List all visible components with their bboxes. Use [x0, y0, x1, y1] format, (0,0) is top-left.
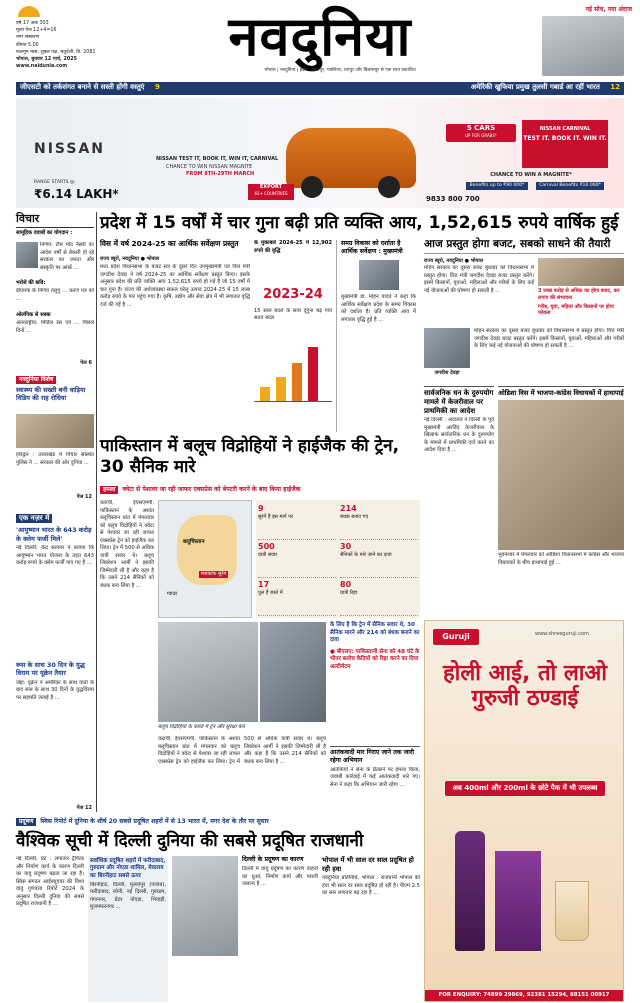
lead-byline: राज्य ब्यूरो, नवदुनिया ● भोपाल: [100, 256, 160, 262]
sun-logo: [18, 6, 40, 17]
bhopal-body: नवदुनिया प्रतिनिधि, भोपाल : राजधानी भोपाल की हवा भी साल दर साल प्रदूषित हो रही है। पीएम 2.5 का स्तर लगातार बढ़ रहा है ...: [322, 875, 420, 897]
budget-byline: राज्य ब्यूरो, नवदुनिया ● भोपाल: [424, 258, 484, 264]
teaser-strip: [16, 82, 624, 95]
masthead-logo: नवदुनिया: [228, 5, 412, 68]
nissan-headline: NISSAN TEST IT, BOOK IT, WIN IT, CARNIVAL: [156, 156, 279, 162]
vidhansabha-photo: [538, 258, 624, 286]
guruji-enquiry: FOR ENQUIRY: 74899 29869, 92381 15294, 88151 00917: [425, 990, 623, 1001]
budget-point-1: 3 लाख करोड़ से अधिक का होगा बजट, कर लगाए की संभावना: [538, 288, 620, 301]
stat-item: 17 पुल हैं रास्ते में: [258, 578, 336, 616]
pollution-label: प्रदूषण: [16, 818, 36, 826]
pakistan-body-cont: कराची, ईएसएमपी. पाकिस्तान के अशांत बलूचिस्तान प्रांत में मंगलवार को बलूच विद्रोहियों ने क्वेटा से पेशावर जा रही जाफर एक्सप्रेस ट्रेन को हाईजैक कर लिया। ट्रेन में 500 से अधिक यात्री सवार थे। बलूच लिबरेशन आर्मी ने इसकी जिम्मेदारी ली है और कहा है कि उसने 214 सैनिकों को बंधक बना लिया है ...: [158, 736, 326, 765]
blast-headline[interactable]: आतंकवादी मार गिराए जाने तक जारी रहेगा अभियान: [330, 749, 415, 764]
chance-text: CHANCE TO WIN A MAGNITE*: [490, 172, 572, 178]
bar-4: [308, 347, 318, 401]
odisha-headline[interactable]: ओडिशा विस में भाजपा-कांग्रेस विधायकों में हाथापाई: [498, 389, 624, 397]
devda-caption: जगदीश देवड़ा: [434, 370, 460, 376]
vishesh-section: [16, 376, 94, 506]
pollution-reason: [242, 856, 318, 1002]
pollution-headline[interactable]: वैश्विक सूची में दिल्ली दुनिया की सबसे प्रदूषित राजधानी: [16, 831, 364, 851]
bottle-image: [455, 831, 485, 951]
map-place-1: बलूचिस्तान: [183, 539, 205, 545]
vichar-item3-head[interactable]: ओलंपिक से सबक: [16, 312, 51, 318]
vichar-item3: अंतरराष्ट्रीय: मिडिल रेस एवं ... पिछले दिनों ...: [16, 320, 94, 334]
vichar-item1-head[interactable]: सामूहिक दवाबों का योगदान :: [16, 229, 73, 236]
nissan-logo: NISSAN: [34, 141, 106, 157]
stat-item: 9 सुरंगें हैं इस मार्ग पर: [258, 502, 336, 540]
map-place-3: मशकाफ सुरंग: [201, 571, 227, 577]
tulsi-gabbard-photo: [542, 16, 624, 76]
pakistan-kicker-label: हमला: [100, 486, 118, 494]
tagline: नई सोच, नया अंदाज: [585, 6, 632, 13]
pakistan-stats: [256, 500, 420, 618]
budget-headline[interactable]: आज प्रस्तुत होगा बजट, सबको साधने की तैयारी: [424, 238, 624, 254]
pollution-box-head: सर्वाधिक प्रदूषित शहरों में फरीदाबाद, गुरुग्राम और नोएडा शामिल, मेघालय का बिरनीहाट सबसे ऊपर: [90, 858, 166, 879]
pollution-reason-body: दिल्ली में वायु प्रदूषण का कारण वाहनों का धुआं, निर्माण कार्य और पराली जलाना है ...: [242, 866, 318, 888]
pollution-box: [88, 856, 168, 1002]
benefit-2: Carnival Benefits ₹10 000*: [536, 182, 604, 190]
vishesh-body: हरिद्वार : उत्तराखंड में विचार संस्थित पुलिस ने ... सरकार की ओर दुनिया ...: [16, 452, 94, 466]
cars-badge: 5 CARS UP FOR GRABS*: [446, 124, 516, 142]
pakistan-kicker-row: [100, 486, 420, 498]
ek-nazar-more[interactable]: पेज 12: [76, 805, 92, 812]
pollution-body: नई दिल्ली, प्रेट : लगातार ट्रैफिक और निर्माण कार्य के कारण दिल्ली का वायु प्रदूषण बढ़ता जा रहा है। स्विस संगठन आईक्यूएयर की विश्व वायु गुणवत्ता रिपोर्ट 2024 के अनुसार दिल्ली दुनिया की सबसे प्रदूषित राजधानी है ...: [16, 856, 84, 908]
pakistan-map: [158, 500, 252, 618]
bhopal-head[interactable]: भोपाल में भी साल दर साल प्रदूषित हो रही हवा: [322, 856, 414, 873]
pakistan-body: कराची, ईएसएमपी. पाकिस्तान के अशांत बलूचिस्तान प्रांत में मंगलवार को बलूच विद्रोहियों ने क्वेटा से पेशावर जा रही जाफर एक्सप्रेस ट्रेन को हाईजैक कर लिया। ट्रेन में 500 से अधिक यात्री सवार थे। बलूच लिबरेशन आर्मी ने इसकी जिम्मेदारी ली है और कहा है कि उसने 214 सैनिकों को बंधक बना लिया है ...: [100, 500, 154, 589]
stat-item: 30 सैनिकों के मारे जाने का दावा: [340, 540, 418, 578]
side-box-text: के लिए है कि ट्रेन में सैनिक सवार थे, 30 सैनिक मारने और 214 को बंधक बनाने का दावा: [330, 622, 420, 644]
kejriwal-story: [424, 386, 494, 616]
vichar-title: विचार: [16, 212, 94, 228]
budget-body: मोहन सरकार का दूसरा बजट बुधवार को विधानसभा में प्रस्तुत होगा। वित्त मंत्री जगदीश देवड़ा बजट प्रस्तुत करेंगे। इसमें किसानों, युवाओं, महिलाओं और गरीबों के लिए कई नई योजनाओं की घोषणा हो सकती है ...: [424, 265, 534, 294]
guruji-logo: Guruji: [433, 629, 479, 645]
masthead-meta: वर्ष 17 अंक 303 मूल्य पेज 12+4=16 नगर संस्करण कीमत 5.00 फाल्गुन मास, शुक्ल पक्ष, चतुर्दशी, वि. 2081 भोपाल, बुधवार 12 मार्च, 2025 www.naidunia.com: [16, 20, 131, 70]
cm-quote-head[interactable]: समग्र विकास को दर्शाता है आर्थिक सर्वेक्षण : मुख्यमंत्री: [341, 240, 403, 256]
devda-photo: [424, 328, 470, 368]
nissan-sub: CHANCE TO WIN NISSAN MAGNITE: [166, 164, 253, 170]
guruji-ad[interactable]: [424, 620, 624, 1002]
pakistan-photo-caption: बलूच विद्रोहियों के कब्जे में ट्रेन और सुरक्षा बल: [158, 724, 245, 730]
budget-body-cont: मोहन सरकार का दूसरा बजट बुधवार को विधानसभा में प्रस्तुत होगा। वित्त मंत्री जगदीश देवड़ा बजट प्रस्तुत करेंगे। इसमें किसानों, युवाओं, महिलाओं और गरीबों के लिए कई नई योजनाओं की घोषणा हो सकती है ...: [474, 328, 624, 350]
pakistan-kicker: क्वेटा से पेशावर जा रही जाफर एक्सप्रेस को बेपटरी करने के बाद किया हाईजैक: [122, 486, 301, 493]
odisha-photo: [498, 400, 624, 550]
vishesh-more[interactable]: पेज 12: [76, 494, 92, 500]
nissan-phone: 9833 800 700: [426, 195, 480, 203]
editions-line: भोपाल | नवदुनिया | इंदौर, जबलपुर, ग्वालियर, रायपुर और बिलासपुर से एक साथ प्रकाशित: [264, 68, 416, 73]
cm-photo: [359, 260, 399, 290]
cm-quote-body: मुख्यमंत्री डा. मोहन यादव ने कहा कि आर्थिक सर्वेक्षण प्रदेश के समग्र विकास को दर्शाता है। प्रति व्यक्ति आय में लगातार वृद्धि हुई है ...: [341, 294, 416, 323]
nissan-price-label: RANGE STARTS @: [34, 180, 75, 185]
lead-chart-note: 15 साल बदले के साथ दूगुना बढ़ गया सतत बदल: [254, 307, 332, 322]
vichar-section: [16, 212, 94, 370]
guruji-headline: होली आई, तो लाओ गुरुजी ठण्डाई: [443, 661, 607, 712]
columnist-photo: [16, 242, 38, 268]
kejriwal-body: नई दिल्ली : अदालत ने दिल्ली के पूर्व मुख्यमंत्री अरविंद केजरीवाल के खिलाफ सार्वजनिक धन के दुरुपयोग के मामले में प्राथमिकी दर्ज करने का आदेश दिया है ...: [424, 417, 494, 454]
odisha-caption: भुवनेश्वर में मंगलवार को ओडिशा विधानसभा में कांग्रेस और भाजपा विधायकों के बीच हाथापाई हुई ...: [498, 552, 624, 566]
smog-photo: [172, 856, 238, 956]
odisha-story: [498, 386, 624, 616]
left-column-rule: [96, 212, 97, 812]
lead-kicker: विस में वर्ष 2024-25 का आर्थिक सर्वेक्षण प्रस्तुत: [100, 239, 239, 248]
vishesh-photo: [16, 414, 94, 448]
budget-point-2: गरीब, युवा, महिला और किसानों पर होगा फोकस: [538, 303, 614, 317]
masthead: [0, 0, 640, 80]
stat-item: 214 बंधक बनाए गए: [340, 502, 418, 540]
lead-body: मध्य प्रदेश विधानसभा के बजट सत्र के दूसरे दिन उपमुख्यमंत्री एवं वित्त मंत्री जगदीश देवड़ा ने वर्ष 2024-25 का आर्थिक सर्वेक्षण प्रस्तुत किया। इसके अनुसार प्रदेश की प्रति व्यक्ति आय 1,52,615 रुपये हो गई है जो 15 वर्षों में चार गुना है। राज्य की अर्थव्यवस्था सकल घरेलू उत्पाद 2024-25 में 15 लाख करोड़ रुपये के पार पहुंच गया है। कृषि, उद्योग और सेवा क्षेत्र में भी लगातार वृद्धि दर्ज की गई है ...: [100, 264, 250, 308]
vichar-more[interactable]: पेज 6: [80, 360, 92, 366]
ek-nazar-item1: नई दिल्ली: केंद्र सरकार ने बताया कि आयुष्मान भारत योजना के तहत 643 करोड़ रुपये के क्लेम फर्जी पाए गए हैं ...: [16, 545, 94, 567]
lead-graphic: [254, 240, 332, 432]
pollution-reason-head: दिल्ली के प्रदूषण का कारण: [242, 856, 304, 863]
website[interactable]: www.naidunia.com: [16, 64, 68, 70]
ek-nazar-item2-head[interactable]: रूस के साथ 30 दिन के युद्ध विराम पर यूक्रेन तैयार: [16, 661, 85, 678]
ek-nazar-title: एक नज़र में: [16, 514, 52, 523]
vichar-item1: निर्णय: टीम मोद नैसरी का आदेश वर्षों से बेकारी हो रहे सरकार का जनता और संस्कृति पर आंखें ...: [40, 242, 94, 271]
lead-headline[interactable]: प्रदेश में 15 वर्षों में चार गुना बढ़ी प्रति व्यक्ति आय, 1,52,615 रुपये वार्षिक हुई: [100, 213, 619, 233]
blast-body: आतंकियों ने सेना के ठिकाने पर हमला किया, जवाबी कार्रवाई में कई आतंकवादी मारे गए। सेना ने कहा कि अभियान जारी रहेगा ...: [330, 766, 420, 788]
side-box-text-2: ● बीएलए: पाकिस्तानी सेना को 48 घंटे के भीतर बलोच कैदियों को रिहा करने का दिया अल्टीमेटम: [330, 648, 420, 670]
kejriwal-headline[interactable]: सार्वजनिक धन के दुरुपयोग मामले में केजरीवाल पर प्राथमिकी का आदेश: [424, 389, 494, 415]
guruji-site[interactable]: www.shreeguruji.com: [535, 631, 589, 637]
stat-item: 80 यात्री रिहा: [340, 578, 418, 616]
pollution-kicker: स्विस रिपोर्ट में दुनिया के शीर्ष 20 सबसे प्रदूषित शहरों में से 13 भारत में, मगर देश के तौर पर सुधार: [40, 818, 269, 825]
map-place-2: ग्वादर: [167, 591, 178, 597]
export-badge: EXPORT 65+ COUNTRIES: [248, 184, 294, 200]
stat-item: 500 यात्री सवार: [258, 540, 336, 578]
box-image: [495, 851, 541, 951]
ek-nazar-item1-head[interactable]: 'आयुष्मान भारत के 643 करोड़ के क्लेम फर्जी मिले': [16, 526, 92, 543]
vishesh-head[interactable]: स्वास्थ्य की सख्ती बनी वाड़िया विडिय की राह रोधिया: [16, 386, 86, 403]
pakistan-side-box: [330, 622, 420, 742]
car-wheel-left: [301, 176, 323, 198]
budget-points: [538, 288, 624, 317]
carnival-box: NISSAN CARNIVAL TEST IT. BOOK IT. WIN IT.: [522, 120, 608, 168]
blast-story: [330, 746, 420, 814]
vishesh-label: नवदुनिया विशेष: [16, 376, 56, 384]
lead-bars: [254, 342, 332, 402]
teaser-tulsi[interactable]: अमेरिकी खुफिया प्रमुख तुलसी गबार्ड आ रहीं भारत 12: [470, 83, 620, 91]
vichar-item2-head[interactable]: भरोसे की छवि:: [16, 280, 46, 286]
guruji-offer: अब 400ml और 200ml के छोटे पैक में भी उपलब्ध: [445, 781, 605, 796]
lead-year: 2023-24: [263, 287, 323, 302]
car-wheel-right: [378, 176, 400, 198]
nissan-ad[interactable]: [16, 98, 624, 208]
lead-graphic-text: के मुकाबले 2024-25 में 12,902 रुपये की वृद्धि: [254, 240, 332, 254]
nissan-price: ₹6.14 LAKH*: [34, 187, 119, 201]
cm-quote-box: [336, 240, 416, 432]
soldiers-photo: [260, 622, 326, 722]
pollution-kicker-row: [16, 818, 420, 830]
bhopal-pollution: [322, 856, 420, 1002]
train-photo: [158, 622, 258, 722]
pakistan-headline[interactable]: पाकिस्तान में बलूच विद्रोहियों ने हाईजैक की ट्रेन, 30 सैनिक मारे: [100, 436, 400, 478]
teaser-gst[interactable]: जीएसटी को तर्कसंगत बनाने से सस्ती होंगी वस्तुएं 9: [20, 83, 160, 91]
glass-image: [555, 881, 589, 941]
ek-nazar-item2: जेद्दा: यूक्रेन ने अमेरिका के साथ वार्ता के बाद रूस के साथ 30 दिनों के युद्धविराम पर सहमति जताई है ...: [16, 679, 94, 701]
nissan-dates: FROM 8TH-29TH MARCH: [186, 171, 255, 177]
vichar-item2: डीएमके के निर्णय तेलुगु ... करण पत्र को ...: [16, 288, 94, 302]
ek-nazar-section: [16, 514, 94, 814]
bar-3: [292, 363, 302, 401]
bar-2: [276, 377, 286, 401]
bar-1: [260, 387, 270, 401]
pollution-box-body: बिरनीहाट, दिल्ली, मुल्लांपुर (पंजाब), फरीदाबाद, लोनी, नई दिल्ली, गुरुग्राम, गंगानगर, ग्रेटर नोएडा, भिवाड़ी, मुजफ्फरनगर ...: [90, 881, 166, 911]
benefit-1: Benefits up to ₹90 000*: [466, 182, 528, 190]
